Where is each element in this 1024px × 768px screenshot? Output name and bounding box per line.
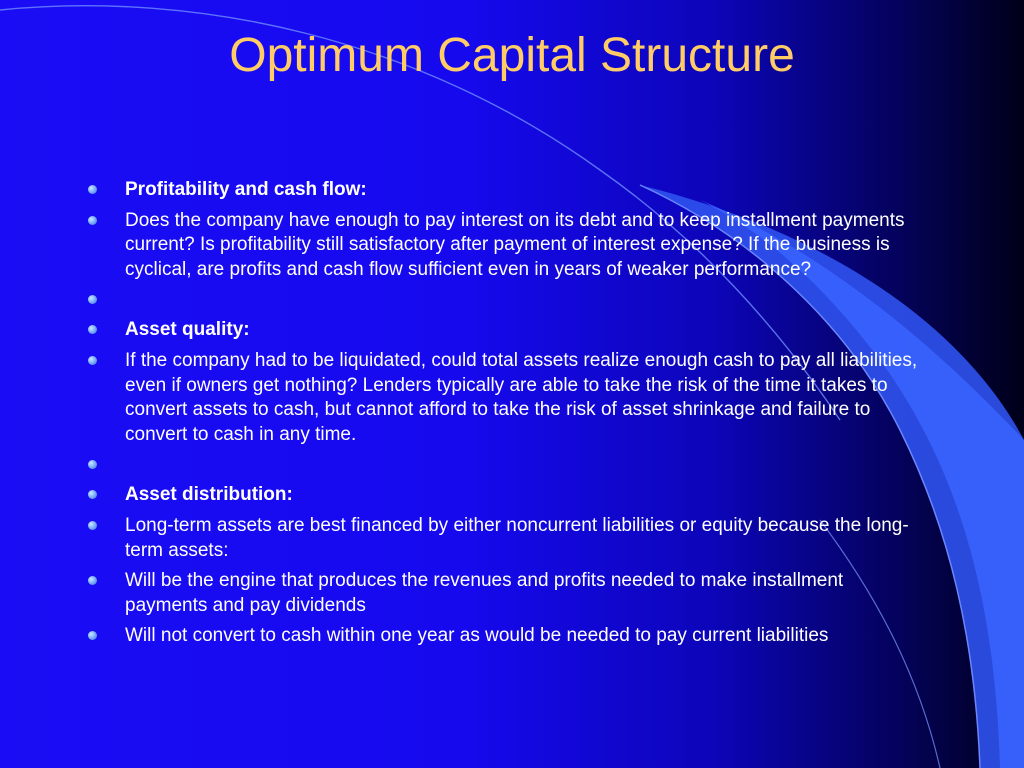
bullet-dot-icon	[88, 356, 97, 365]
bullet-text: Profitability and cash flow:	[125, 179, 367, 200]
bullet-item	[88, 209, 928, 283]
bullet-dot-icon	[88, 216, 97, 225]
bullet-item	[88, 178, 928, 203]
bullet-item	[88, 514, 928, 563]
bullet-text: Will be the engine that produces the revenues and profits needed to make installment payments and pay dividends	[125, 570, 844, 616]
bullet-dot-icon	[88, 460, 97, 469]
bullet-dot-icon	[88, 325, 97, 334]
bullet-dot-icon	[88, 295, 97, 304]
bullet-item	[88, 624, 928, 649]
slide-title: Optimum Capital Structure	[229, 29, 795, 82]
bullet-item	[88, 483, 928, 508]
bullet-text: Does the company have enough to pay interest on its debt and to keep installment payments current? Is profitability still satisfactory after payment of interest expense? If the business is cyclical, are profits and cash flow sufficient even in years of weaker performance?	[125, 209, 905, 280]
bullet-dot-icon	[88, 576, 97, 585]
bullet-text: If the company had to be liquidated, could total assets realize enough cash to pay all liabilities, even if owners get nothing? Lenders typically are able to take the risk of the time it takes to convert assets to cash, but cannot afford to take the risk of asset shrinkage and failure to convert to cash in any time.	[125, 349, 918, 445]
bullet-item	[88, 288, 928, 312]
bullet-dot-icon	[88, 521, 97, 530]
bullet-text: Asset distribution:	[125, 484, 293, 506]
bullet-item	[88, 318, 928, 343]
bullet-list	[88, 178, 928, 655]
bullet-dot-icon	[88, 490, 97, 499]
bullet-text: Long-term assets are best financed by either noncurrent liabilities or equity because the long-term assets:	[125, 514, 909, 561]
bullet-text: Asset quality:	[125, 319, 250, 341]
bullet-item	[88, 569, 928, 618]
bullet-text: Will not convert to cash within one year as would be needed to pay current liabilities	[125, 625, 829, 647]
bullet-dot-icon	[88, 631, 97, 640]
bullet-item	[88, 349, 928, 447]
bullet-item	[88, 453, 928, 477]
bullet-dot-icon	[88, 185, 97, 194]
